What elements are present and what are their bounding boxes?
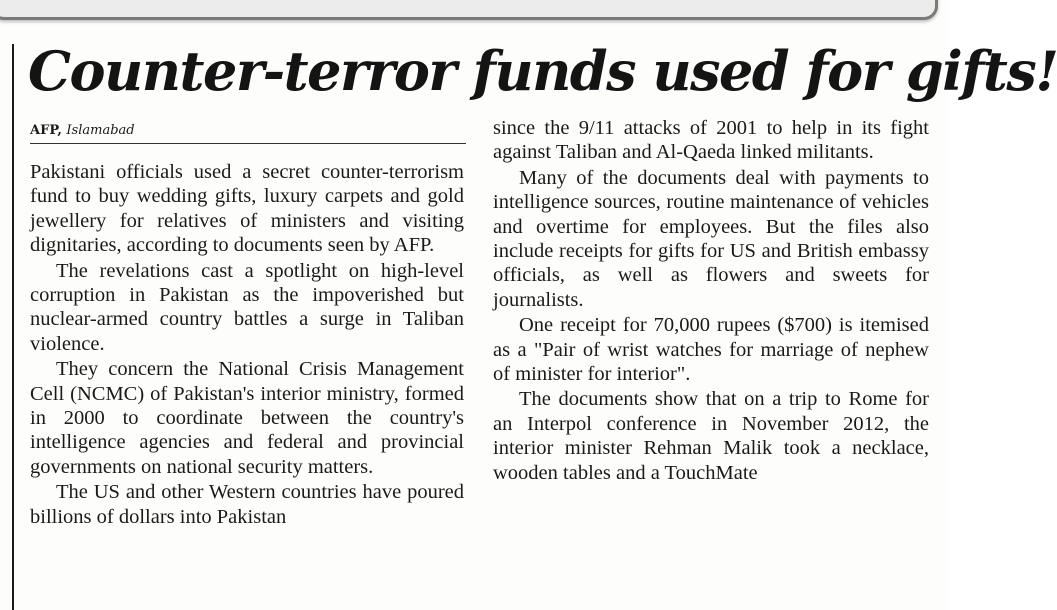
paragraph: The revelations cast a spotlight on high-level corruption in Pakistan as the impoverished but nuclear-armed country battles a surge in Taliban violence.: [30, 259, 464, 355]
byline-place: Islamabad: [66, 123, 135, 138]
top-frame: [0, 0, 938, 20]
paragraph: Many of the documents deal with payments to intelligence sources, routine maintenance of vehicles and overtime for employees. But the files also include receipts for gifts for US and British embassy officials, as well as flowers and sweets for journalists.: [493, 166, 929, 311]
paragraph: The US and other Western countries have poured billions of dollars into Pakistan: [30, 481, 464, 528]
right-column: [493, 116, 929, 486]
paragraph: They concern the National Crisis Management Cell (NCMC) of Pakistan's interior ministry, formed in 2000 to coordinate between the country's intelligence agencies and federal and provincial governments on national security matters.: [30, 358, 464, 478]
byline: [30, 121, 135, 140]
paragraph: One receipt for 70,000 rupees ($700) is itemised as a "Pair of wrist watches for marriage of nephew of minister for interior".: [493, 314, 929, 386]
paragraph: The documents show that on a trip to Rome for an Interpol conference in November 2012, the interior minister Rehman Malik took a necklace, wooden tables and a TouchMate: [493, 388, 929, 484]
headline: Counter-terror funds used for gifts!: [28, 39, 1057, 103]
left-column: [30, 160, 464, 530]
byline-agency: AFP,: [30, 123, 62, 138]
column-rule: [12, 44, 14, 610]
byline-divider: [30, 143, 466, 144]
paragraph: since the 9/11 attacks of 2001 to help in its fight against Taliban and Al-Qaeda linked militants.: [493, 117, 929, 164]
paragraph: Pakistani officials used a secret counter-terrorism fund to buy wedding gifts, luxury carpets and gold jewellery for relatives of ministers and visiting dignitaries, according to documents seen by AFP.: [30, 161, 464, 257]
